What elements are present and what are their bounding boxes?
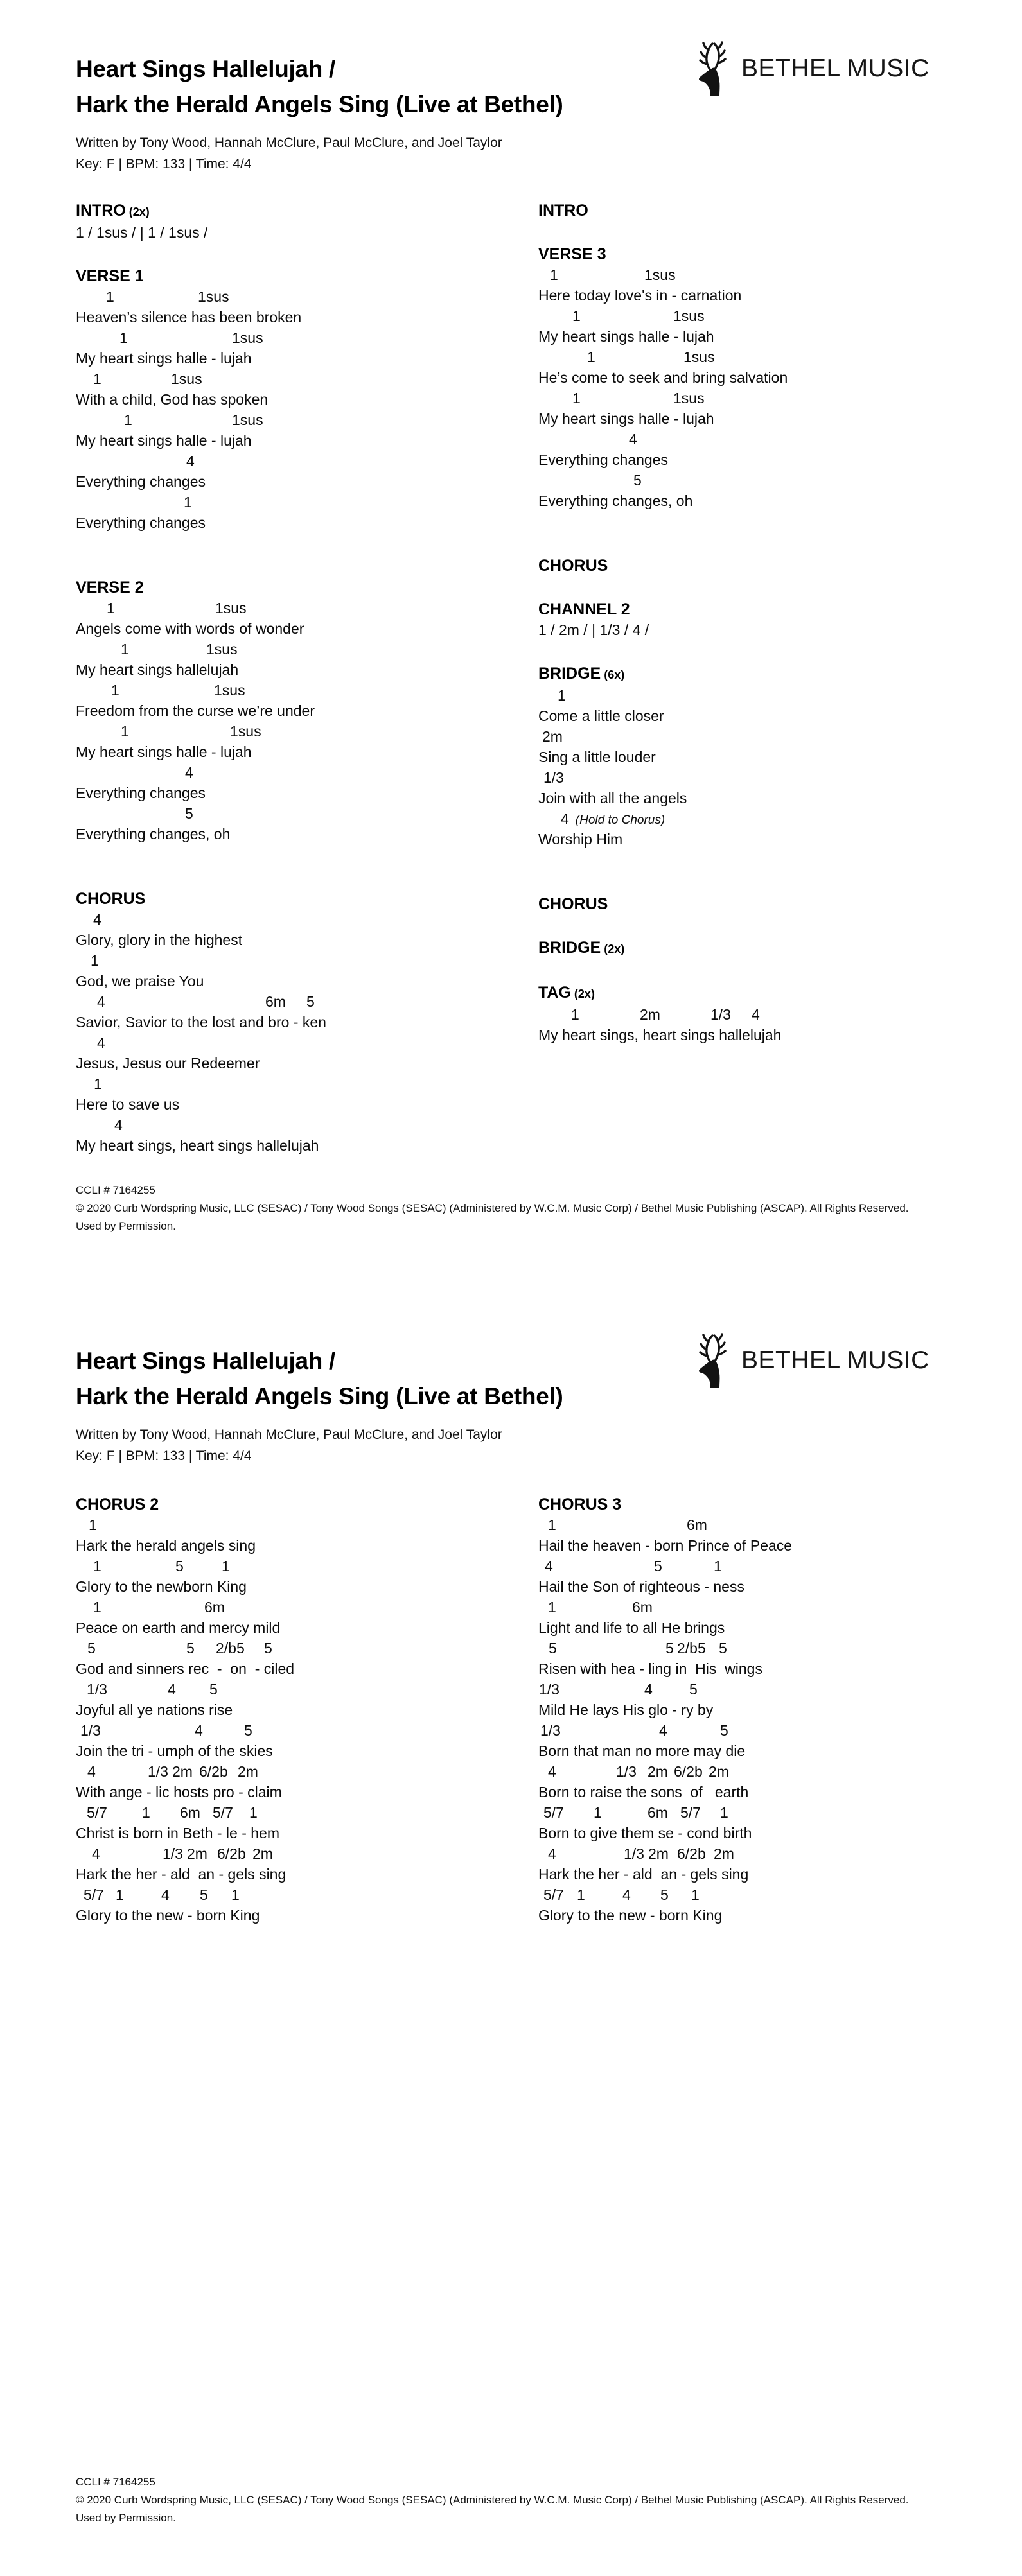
chord-row: [76, 1802, 538, 1823]
section-channel-2: [538, 599, 1001, 640]
section-header: VERSE 1: [76, 267, 144, 285]
lyric-line: My heart sings halle - lujah: [76, 432, 252, 449]
chord: 5: [549, 1640, 557, 1657]
chord-row: [538, 1597, 1001, 1617]
song-header: [76, 51, 705, 175]
chord: 5: [654, 1558, 662, 1574]
lyric-line: Everything changes, oh: [76, 826, 231, 842]
chord: 1: [91, 952, 99, 969]
lyric-line: Glory to the new - born King: [76, 1907, 260, 1924]
song-title-line1: Heart Sings Hallelujah /: [76, 1348, 336, 1374]
chord-row: [538, 808, 1001, 829]
chord-row: [538, 1004, 1001, 1025]
deer-icon: [692, 1333, 735, 1388]
chord: 1/3: [543, 769, 564, 786]
page-2: [0, 1292, 1022, 2576]
chord-row: [76, 1884, 538, 1905]
deer-icon: [692, 41, 735, 96]
column-right: [538, 200, 1001, 1090]
repeat-count: (2x): [125, 205, 150, 218]
section-intro: [76, 200, 538, 243]
chord: 4: [97, 993, 105, 1010]
chord: 1: [558, 687, 566, 704]
chord: 1: [184, 494, 192, 510]
lyric-line: Glory to the newborn King: [76, 1578, 247, 1595]
chord-row: [538, 388, 1001, 408]
chord-row: [76, 1074, 538, 1094]
chord-row: [538, 265, 1001, 285]
lyric-line: Join the tri - umph of the skies: [76, 1743, 273, 1759]
lyric-line: Hark the her - ald an - gels sing: [76, 1866, 286, 1883]
section-header: VERSE 2: [76, 579, 144, 596]
lyric-line: My heart sings halle - lujah: [76, 744, 252, 760]
lyric-line: Hail the Son of righteous - ness: [538, 1578, 744, 1595]
chord-row: [76, 950, 538, 971]
section-chorus: [538, 894, 1001, 914]
chord: 4: [545, 1558, 553, 1574]
lyric-line: My heart sings, heart sings hallelujah: [76, 1137, 319, 1154]
chord: 1sus: [232, 412, 263, 428]
chord-row: [538, 1556, 1001, 1576]
chord: 4: [185, 764, 193, 781]
chord: 4 (Hold to Chorus): [561, 810, 665, 827]
chord: 1: [550, 266, 558, 283]
song-title-line1: Heart Sings Hallelujah /: [76, 56, 336, 82]
chord: 1: [720, 1804, 728, 1821]
chord: 1sus: [206, 641, 238, 657]
chord-row: [76, 327, 538, 348]
chord: 2m: [252, 1845, 273, 1862]
chord: 1sus: [232, 329, 263, 346]
chord: 4: [186, 453, 195, 469]
lyric-line: My heart sings hallelujah: [76, 661, 239, 678]
chord: 2m: [187, 1845, 207, 1862]
chord: 1: [107, 600, 115, 616]
lyric-line: Born to give them se - cond birth: [538, 1825, 752, 1841]
chord-row: [76, 492, 538, 512]
chord: 1: [548, 1517, 556, 1533]
section-header: TAG (2x): [538, 984, 595, 1002]
footer: [76, 2473, 1001, 2527]
lyric-line: Here today love's in - carnation: [538, 287, 742, 304]
chord: 1: [93, 1599, 101, 1615]
section-header: CHORUS 2: [76, 1495, 159, 1513]
column-left: [76, 1494, 538, 1970]
bethel-music-logo: [692, 41, 929, 96]
chord-annotation: (Hold to Chorus): [575, 814, 665, 827]
lyric-line: Christ is born in Beth - le - hem: [76, 1825, 280, 1841]
chord: 6/2b: [674, 1763, 703, 1780]
section-header: BRIDGE (6x): [538, 665, 625, 683]
chord: 2/b5: [677, 1640, 706, 1657]
section-header: CHORUS 3: [538, 1495, 622, 1513]
lyric-line: Jesus, Jesus our Redeemer: [76, 1055, 260, 1072]
chord-row: [76, 803, 538, 824]
lyric-line: God and sinners rec - on - ciled: [76, 1660, 295, 1677]
section-bridge: [538, 937, 1001, 959]
chord: 1: [119, 329, 128, 346]
column-left: [76, 200, 538, 1200]
chord: 5: [87, 1640, 96, 1657]
chord: 1: [142, 1804, 150, 1821]
chord: 5: [186, 1640, 195, 1657]
lyric-line: Hark the her - ald an - gels sing: [538, 1866, 749, 1883]
chord: 4: [114, 1117, 123, 1133]
lyric-line: Born that man no more may die: [538, 1743, 746, 1759]
chord-row: [76, 909, 538, 930]
section-header: CHORUS: [538, 895, 608, 913]
lyric-line: He’s come to seek and bring salvation: [538, 369, 788, 386]
chord-row: [538, 1515, 1001, 1535]
chord-row: [538, 726, 1001, 747]
chord-row: [538, 1761, 1001, 1782]
chord: 4: [93, 911, 101, 928]
chord: 4: [97, 1034, 105, 1051]
section-chorus-3: [538, 1494, 1001, 1926]
chord: 6m: [265, 993, 286, 1010]
chord: 5: [244, 1722, 252, 1739]
chord: 5: [185, 805, 193, 822]
chord: 4: [92, 1845, 100, 1862]
lyric-line: Hark the herald angels sing: [76, 1537, 256, 1554]
chord: 1/3: [163, 1845, 183, 1862]
chord: 2/b5: [216, 1640, 245, 1657]
repeat-count: (2x): [601, 943, 625, 955]
chord: 5: [719, 1640, 727, 1657]
chord: 4: [622, 1886, 631, 1903]
lyric-line: My heart sings halle - lujah: [538, 410, 714, 427]
chord: 1: [249, 1804, 258, 1821]
chord: 1: [121, 723, 129, 740]
ccli-number: CCLI # 7164255: [76, 1184, 155, 1196]
lyric-line: Joyful all ye nations rise: [76, 1701, 233, 1718]
chord: 6/2b: [677, 1845, 706, 1862]
chord: 5: [306, 993, 315, 1010]
section-intro: [538, 200, 1001, 221]
chord: 2m: [714, 1845, 734, 1862]
song-title-line2: Hark the Herald Angels Sing (Live at Bethel): [76, 91, 563, 117]
chord-row: [76, 762, 538, 783]
chord: 6m: [648, 1804, 668, 1821]
chord: 1/3: [710, 1006, 731, 1023]
lyric-line: Everything changes: [76, 473, 206, 490]
chord-row: [538, 347, 1001, 367]
chord: 1/3: [624, 1845, 644, 1862]
chord: 1/3: [540, 1722, 561, 1739]
lyric-line: Angels come with words of wonder: [76, 620, 304, 637]
chord-row: [76, 598, 538, 618]
chord: 1: [572, 308, 581, 324]
permission-line: Used by Permission.: [76, 2512, 176, 2524]
chord-row: [538, 1802, 1001, 1823]
lyric-line: Sing a little louder: [538, 749, 656, 765]
permission-line: Used by Permission.: [76, 1220, 176, 1232]
chord: 4: [87, 1763, 96, 1780]
lyric-line: God, we praise You: [76, 973, 204, 989]
chord-row: [538, 1843, 1001, 1864]
chord: 4: [644, 1681, 653, 1698]
chord-row: [76, 369, 538, 389]
lyric-line: Here to save us: [76, 1096, 180, 1113]
chord: 4: [548, 1845, 556, 1862]
chord-row: [76, 1638, 538, 1658]
section-header: CHORUS: [76, 890, 146, 908]
lyric-line: Light and life to all He brings: [538, 1619, 725, 1636]
lyric-line: Savior, Savior to the lost and bro - ken: [76, 1014, 326, 1031]
chord: 6/2b: [199, 1763, 228, 1780]
chord: 6m: [204, 1599, 225, 1615]
chord: 5: [175, 1558, 184, 1574]
chord: 1: [124, 412, 132, 428]
chord-row: [76, 639, 538, 659]
chord: 2m: [648, 1845, 669, 1862]
section-tag: [538, 982, 1001, 1045]
chord-row: [76, 451, 538, 471]
section-header: CHORUS: [538, 557, 608, 575]
chord: 4: [659, 1722, 667, 1739]
chord: 1: [587, 349, 595, 365]
chord: 1: [222, 1558, 230, 1574]
chord-row: [76, 1115, 538, 1135]
chord: 2m: [709, 1763, 729, 1780]
chord: 5: [200, 1886, 208, 1903]
chord: 1: [121, 641, 129, 657]
chord-row: [538, 1638, 1001, 1658]
section-verse-3: [538, 244, 1001, 511]
chord: 4: [629, 431, 637, 448]
chord: 5: [264, 1640, 272, 1657]
chord: 1: [111, 682, 119, 699]
chord: 1/3: [87, 1681, 107, 1698]
section-verse-2: [76, 577, 538, 844]
section-chorus: [538, 555, 1001, 576]
lyric-line: Join with all the angels: [538, 790, 687, 806]
chord: 2m: [238, 1763, 258, 1780]
section-header: CHANNEL 2: [538, 600, 630, 618]
lyric-line: Come a little closer: [538, 708, 664, 724]
chord: 5: [209, 1681, 218, 1698]
chord-row: [538, 767, 1001, 788]
chord: 5/7: [213, 1804, 233, 1821]
chord: 1: [94, 1075, 102, 1092]
chord: 5: [720, 1722, 728, 1739]
chord: 1: [116, 1886, 124, 1903]
chord: 1/3: [148, 1763, 168, 1780]
chord: 4: [548, 1763, 556, 1780]
chord-row: [538, 429, 1001, 449]
chord: 1sus: [683, 349, 715, 365]
chord: 1: [577, 1886, 585, 1903]
repeat-count: (6x): [601, 668, 625, 681]
chord-row: [76, 286, 538, 307]
song-writers: Written by Tony Wood, Hannah McClure, Paul McClure, and Joel Taylor: [76, 135, 502, 150]
chord: 5: [633, 472, 642, 489]
section-chorus: [76, 889, 538, 1156]
lyric-line: Worship Him: [538, 831, 623, 848]
song-title-line2: Hark the Herald Angels Sing (Live at Bethel): [76, 1383, 563, 1409]
chord-progression-line: 1 / 2m / | 1/3 / 4 /: [538, 622, 649, 638]
chord-row: [76, 680, 538, 701]
chord-row: [76, 1679, 538, 1700]
lyric-line: Everything changes: [538, 451, 669, 468]
lyric-line: My heart sings halle - lujah: [76, 350, 252, 367]
chord: 5/7: [543, 1804, 564, 1821]
lyric-line: Everything changes: [76, 785, 206, 801]
lyric-line: Risen with hea - ling in His wings: [538, 1660, 762, 1677]
section-header: VERSE 3: [538, 245, 606, 263]
chord: 1: [594, 1804, 602, 1821]
chord: 6m: [687, 1517, 707, 1533]
lyric-line: With ange - lic hosts pro - claim: [76, 1784, 282, 1800]
chord: 4: [161, 1886, 170, 1903]
chord-row: [76, 1761, 538, 1782]
lyric-line: Glory to the new - born King: [538, 1907, 723, 1924]
chord: 5/7: [87, 1804, 107, 1821]
chord-row: [76, 1597, 538, 1617]
lyric-line: Born to raise the sons of earth: [538, 1784, 749, 1800]
chord-row: [76, 1556, 538, 1576]
page-1: [0, 0, 1022, 1284]
chord-row: [538, 685, 1001, 706]
chord-row: [76, 1720, 538, 1741]
chord: 1: [93, 1558, 101, 1574]
chord-row: [76, 721, 538, 742]
chord: 4: [195, 1722, 203, 1739]
lyric-line: Glory, glory in the highest: [76, 932, 243, 948]
chord: 1sus: [171, 370, 202, 387]
chord: 1: [571, 1006, 579, 1023]
section-header: INTRO (2x): [76, 202, 150, 220]
chord: 5: [660, 1886, 669, 1903]
chord-row: [538, 1884, 1001, 1905]
chord-row: [76, 1032, 538, 1053]
lyric-line: Everything changes: [76, 514, 206, 531]
chord: 1sus: [673, 308, 705, 324]
song-key-bpm-time: Key: F | BPM: 133 | Time: 4/4: [76, 1449, 252, 1463]
lyric-line: Everything changes, oh: [538, 492, 693, 509]
chord-row: [76, 991, 538, 1012]
song-header: [76, 1343, 705, 1466]
footer: [76, 1181, 1001, 1235]
copyright-line: © 2020 Curb Wordspring Music, LLC (SESAC) / Tony Wood Songs (SESAC) (Administered by W.C.M. Music Corp) / Bethel Music Publishing (ASCAP). All Rights Reserved.: [76, 2494, 909, 2506]
chord: 4: [752, 1006, 760, 1023]
chord: 1: [93, 370, 101, 387]
section-bridge: [538, 663, 1001, 849]
lyric-line: Heaven’s silence has been broken: [76, 309, 302, 326]
lyric-line: Hail the heaven - born Prince of Peace: [538, 1537, 793, 1554]
lyric-line: Mild He lays His glo - ry by: [538, 1701, 714, 1718]
chord-row: [538, 470, 1001, 491]
chord: 6m: [632, 1599, 653, 1615]
copyright-line: © 2020 Curb Wordspring Music, LLC (SESAC) / Tony Wood Songs (SESAC) (Administered by W.C.M. Music Corp) / Bethel Music Publishing (ASCAP). All Rights Reserved.: [76, 1202, 909, 1214]
chord-row: [538, 1679, 1001, 1700]
lyric-line: With a child, God has spoken: [76, 391, 269, 408]
chord: 1sus: [214, 682, 245, 699]
chord-row: [76, 1843, 538, 1864]
chord: 1sus: [230, 723, 261, 740]
chord-progression-line: 1 / 1sus / | 1 / 1sus /: [76, 224, 208, 241]
chord: 5/7: [543, 1886, 564, 1903]
chord: 1: [714, 1558, 722, 1574]
lyric-line: Freedom from the curse we’re under: [76, 702, 315, 719]
chord: 4: [168, 1681, 176, 1698]
chord: 1/3: [80, 1722, 101, 1739]
chord: 1sus: [644, 266, 676, 283]
chord-row: [538, 1720, 1001, 1741]
chord: 5: [689, 1681, 698, 1698]
lyric-line: My heart sings, heart sings hallelujah: [538, 1027, 782, 1043]
chord-row: [538, 306, 1001, 326]
ccli-number: CCLI # 7164255: [76, 2476, 155, 2488]
chord: 1: [691, 1886, 700, 1903]
chord: 5: [665, 1640, 674, 1657]
section-chorus-2: [76, 1494, 538, 1926]
chord: 1/3: [616, 1763, 637, 1780]
lyric-line: My heart sings halle - lujah: [538, 328, 714, 345]
song-writers: Written by Tony Wood, Hannah McClure, Paul McClure, and Joel Taylor: [76, 1427, 502, 1442]
chord: 6/2b: [217, 1845, 246, 1862]
chord: 2m: [648, 1763, 668, 1780]
chord: 1: [548, 1599, 556, 1615]
chord: 1sus: [673, 390, 705, 406]
chord: 1sus: [198, 288, 229, 305]
repeat-count: (2x): [570, 988, 595, 1000]
section-header: BRIDGE (2x): [538, 939, 625, 957]
song-key-bpm-time: Key: F | BPM: 133 | Time: 4/4: [76, 157, 252, 171]
chord: 1: [231, 1886, 240, 1903]
chord: 1: [572, 390, 581, 406]
logo-text: BETHEL MUSIC: [741, 1346, 929, 1374]
chord-row: [76, 410, 538, 430]
chord: 2m: [640, 1006, 660, 1023]
chord: 5/7: [84, 1886, 104, 1903]
logo-text: BETHEL MUSIC: [741, 55, 929, 82]
chord: 1: [89, 1517, 97, 1533]
column-right: [538, 1494, 1001, 1970]
chord: 6m: [180, 1804, 200, 1821]
chord: 2m: [542, 728, 563, 745]
chord: 2m: [172, 1763, 193, 1780]
chord: 1/3: [539, 1681, 559, 1698]
bethel-music-logo: [692, 1333, 929, 1388]
chord: 5/7: [680, 1804, 701, 1821]
section-verse-1: [76, 266, 538, 533]
section-header: INTRO: [538, 202, 588, 220]
chord: 1sus: [215, 600, 247, 616]
chord: 1: [106, 288, 114, 305]
chord-row: [76, 1515, 538, 1535]
lyric-line: Peace on earth and mercy mild: [76, 1619, 281, 1636]
